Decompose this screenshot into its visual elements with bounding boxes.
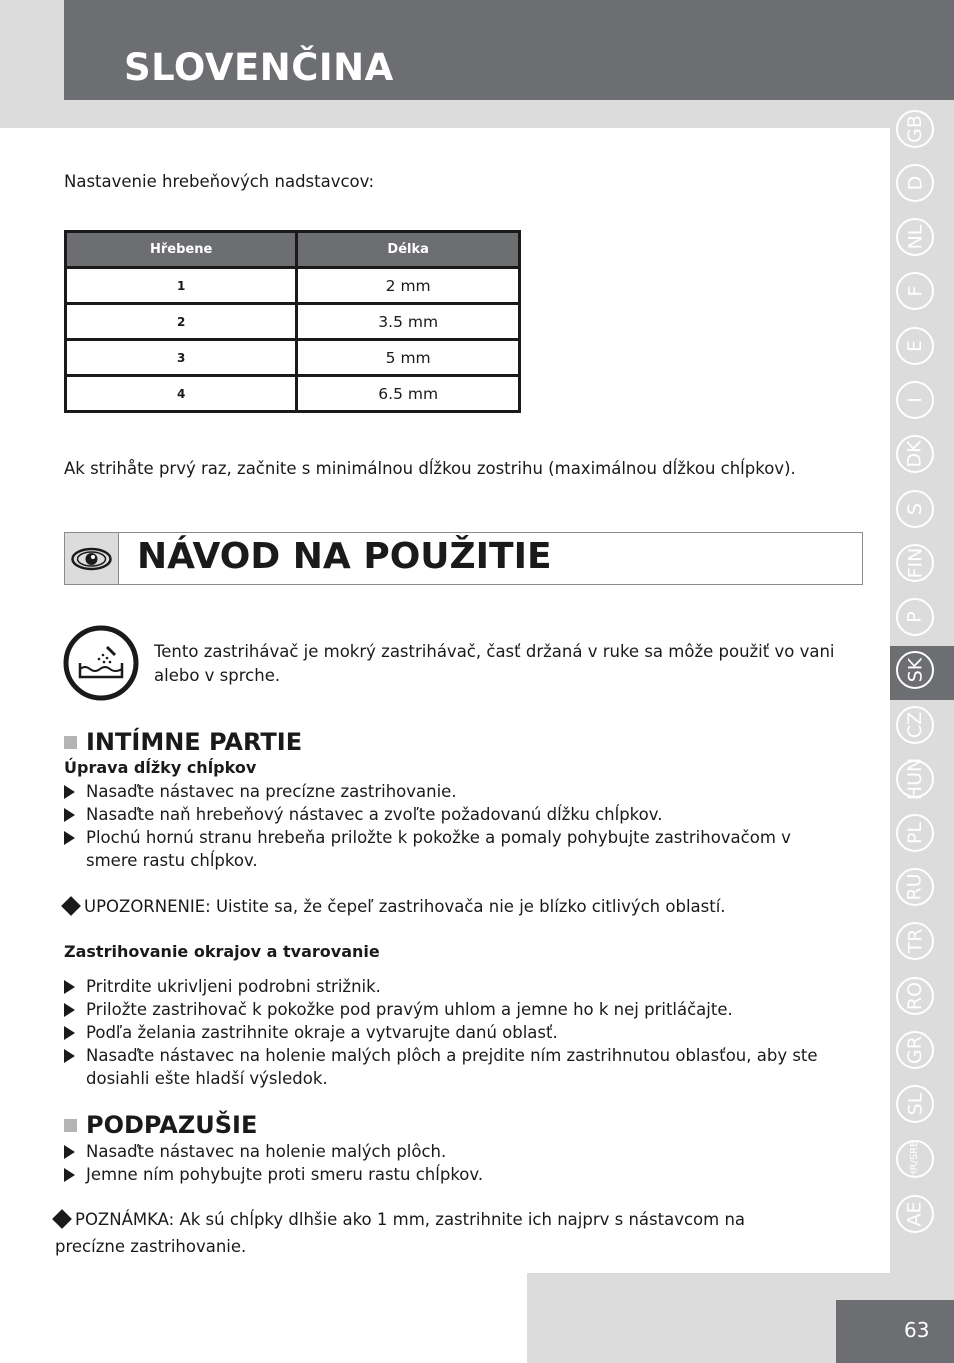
list-item: Priložte zastrihovač k pokožke pod pravým uhlom a jemne ho k nej pritláčajte. xyxy=(64,998,844,1021)
language-tab-e[interactable]: E xyxy=(896,327,934,365)
list-item: Nasaďte naň hrebeňový nástavec a zvoľte požadovanú dĺžku chĺpkov. xyxy=(64,803,844,826)
language-tab-s[interactable]: S xyxy=(896,490,934,528)
comb-cell: 1 xyxy=(66,268,297,304)
comb-cell: 3 xyxy=(66,340,297,376)
language-tab-fin[interactable]: FIN xyxy=(896,544,934,582)
comb-length-table xyxy=(64,230,521,413)
language-tab-hun[interactable]: HUN xyxy=(896,760,934,798)
header-strip xyxy=(64,100,890,128)
section-intimate xyxy=(64,728,302,756)
list-item: Nasaďte nástavec na holenie malých plôch a prejdite ním zastrihnutou oblasťou, aby ste dosiahli ešte hladší výsledok. xyxy=(64,1044,844,1090)
comb-cell: 2 xyxy=(66,304,297,340)
language-tab-sl[interactable]: SL xyxy=(896,1085,934,1123)
language-tab-ru[interactable]: RU xyxy=(896,868,934,906)
arrow-bullet-icon xyxy=(64,980,75,994)
table-row xyxy=(66,304,520,340)
list-item: Plochú hornú stranu hrebeňa priložte k pokožke a pomaly pohybujte zastrihovačom v smere rastu chĺpkov. xyxy=(64,826,844,872)
language-tab-ro[interactable]: RO xyxy=(896,977,934,1015)
warning-icon xyxy=(61,896,81,916)
header-left-block xyxy=(0,0,64,128)
language-tab-dk[interactable]: DK xyxy=(896,435,934,473)
comb-cell: 4 xyxy=(66,376,297,412)
arrow-bullet-icon xyxy=(64,1049,75,1063)
table-row xyxy=(66,376,520,412)
warning-note: UPOZORNENIE: Uistite sa, že čepeľ zastrihovača nie je blízko citlivých oblastí. xyxy=(64,893,726,920)
language-tab-ae[interactable]: AE xyxy=(896,1195,934,1233)
square-bullet-icon xyxy=(64,736,77,749)
table-header-length: Délka xyxy=(297,232,520,268)
arrow-bullet-icon xyxy=(64,1145,75,1159)
table-header-comb: Hřebene xyxy=(66,232,297,268)
length-cell: 5 mm xyxy=(297,340,520,376)
trimming-subtitle: Zastrihovanie okrajov a tvarovanie xyxy=(64,942,380,961)
arrow-bullet-icon xyxy=(64,1026,75,1040)
warning-icon xyxy=(52,1209,72,1229)
language-tab-gb[interactable]: GB xyxy=(896,110,934,148)
length-cell: 2 mm xyxy=(297,268,520,304)
table-row xyxy=(66,268,520,304)
page-number-box xyxy=(836,1300,954,1363)
language-tab-cz[interactable]: CZ xyxy=(896,706,934,744)
length-cell: 6.5 mm xyxy=(297,376,520,412)
armpits-title: PODPAZUŠIE xyxy=(86,1111,258,1139)
eye-icon xyxy=(65,533,119,584)
settings-intro: Nastavenie hrebeňových nadstavcov: xyxy=(64,172,375,191)
language-tab-p[interactable]: P xyxy=(896,598,934,636)
section-armpits xyxy=(64,1111,257,1139)
arrow-bullet-icon xyxy=(64,785,75,799)
section-title: NÁVOD NA POUŽITIE xyxy=(137,536,552,577)
list-item: Nasaďte nástavec na holenie malých plôch. xyxy=(64,1140,844,1163)
page-title: SLOVENČINA xyxy=(124,46,394,89)
intimate-subtitle: Úprava dĺžky chĺpkov xyxy=(64,758,257,777)
list-item: Jemne ním pohybujte proti smeru rastu chĺpkov. xyxy=(64,1163,844,1186)
length-cell: 3.5 mm xyxy=(297,304,520,340)
language-tab-gr[interactable]: GR xyxy=(896,1031,934,1069)
page-number: 63 xyxy=(904,1318,930,1342)
language-sidebar-top xyxy=(890,0,954,100)
table-row xyxy=(66,340,520,376)
wet-use-intro: Tento zastrihávač je mokrý zastrihávač, časť držaná v ruke sa môže použiť vo vani alebo v sprche. xyxy=(154,642,835,685)
list-item: Nasaďte nástavec na precízne zastrihovanie. xyxy=(64,780,844,803)
section-heading-box xyxy=(64,532,863,585)
note: POZNÁMKA: Ak sú chĺpky dlhšie ako 1 mm, zastrihnite ich najprv s nástavcom na precízne zastrihovanie. xyxy=(55,1206,755,1260)
list-item: Pritrdite ukrivljeni podrobni strižnik. xyxy=(64,975,844,998)
intimate-title: INTÍMNE PARTIE xyxy=(86,728,303,756)
square-bullet-icon xyxy=(64,1119,77,1132)
first-time-note: Ak strihåte prvý raz, začnite s minimálnou dĺžkou zostrihu (maximálnou dĺžkou chĺpkov). xyxy=(64,459,796,478)
list-item: Podľa želania zastrihnite okraje a vytvarujte danú oblasť. xyxy=(64,1021,844,1044)
shower-bath-icon xyxy=(63,625,139,701)
language-tab-d[interactable]: D xyxy=(896,164,934,202)
arrow-bullet-icon xyxy=(64,808,75,822)
arrow-bullet-icon xyxy=(64,1168,75,1182)
language-tab-hr-srb[interactable]: HR/SRB xyxy=(896,1140,934,1178)
language-tab-f[interactable]: F xyxy=(896,272,934,310)
language-tab-pl[interactable]: PL xyxy=(896,814,934,852)
language-tab-tr[interactable]: TR xyxy=(896,922,934,960)
language-tab-sk[interactable]: SK xyxy=(896,651,934,689)
arrow-bullet-icon xyxy=(64,1003,75,1017)
language-tab-nl[interactable]: NL xyxy=(896,218,934,256)
arrow-bullet-icon xyxy=(64,831,75,845)
language-tab-i[interactable]: I xyxy=(896,381,934,419)
